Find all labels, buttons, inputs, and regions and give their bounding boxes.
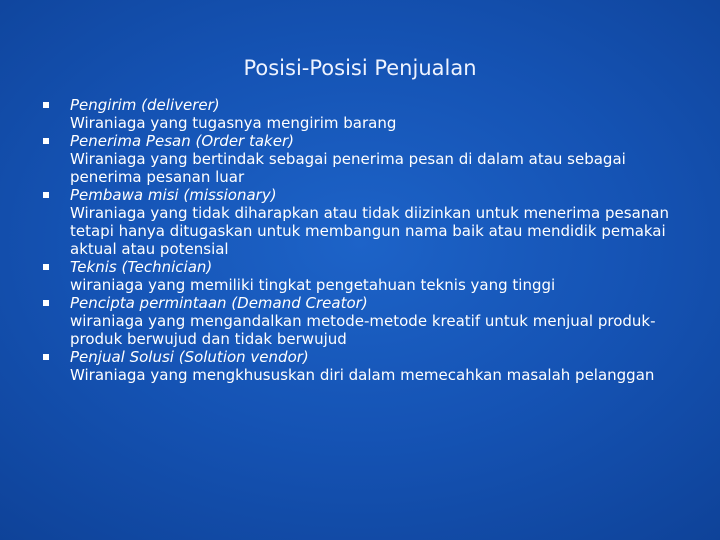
- item-heading: Penerima Pesan (Order taker): [70, 132, 294, 150]
- bullet-list: [40, 96, 680, 384]
- item-description: wiraniaga yang mengandalkan metode-metode kreatif untuk menjual produk-produk berwujud dan tidak berwujud: [70, 312, 656, 348]
- item-description: Wiraniaga yang bertindak sebagai penerima pesan di dalam atau sebagai penerima pesanan luar: [70, 150, 626, 186]
- item-heading: Pembawa misi (missionary): [70, 186, 277, 204]
- square-bullet-icon: [43, 354, 49, 360]
- item-description: Wiraniaga yang tugasnya mengirim barang: [70, 114, 397, 132]
- list-item: [40, 294, 680, 348]
- square-bullet-icon: [43, 102, 49, 108]
- square-bullet-icon: [43, 300, 49, 306]
- item-description: Wiraniaga yang tidak diharapkan atau tidak diizinkan untuk menerima pesanan tetapi hanya ditugaskan untuk membangun nama baik atau mendidik pemakai aktual atau potensial: [70, 204, 669, 258]
- item-heading: Pencipta permintaan (Demand Creator): [70, 294, 368, 312]
- square-bullet-icon: [43, 264, 49, 270]
- list-item: [40, 132, 680, 186]
- list-item: [40, 96, 680, 132]
- item-heading: Pengirim (deliverer): [70, 96, 220, 114]
- square-bullet-icon: [43, 192, 49, 198]
- slide-title: Posisi-Posisi Penjualan: [243, 56, 477, 80]
- list-item: [40, 258, 680, 294]
- item-heading: Teknis (Technician): [70, 258, 213, 276]
- list-item: [40, 348, 680, 384]
- item-heading: Penjual Solusi (Solution vendor): [70, 348, 309, 366]
- list-item: [40, 186, 680, 258]
- square-bullet-icon: [43, 138, 49, 144]
- item-description: wiraniaga yang memiliki tingkat pengetahuan teknis yang tinggi: [70, 276, 556, 294]
- item-description: Wiraniaga yang mengkhususkan diri dalam memecahkan masalah pelanggan: [70, 366, 655, 384]
